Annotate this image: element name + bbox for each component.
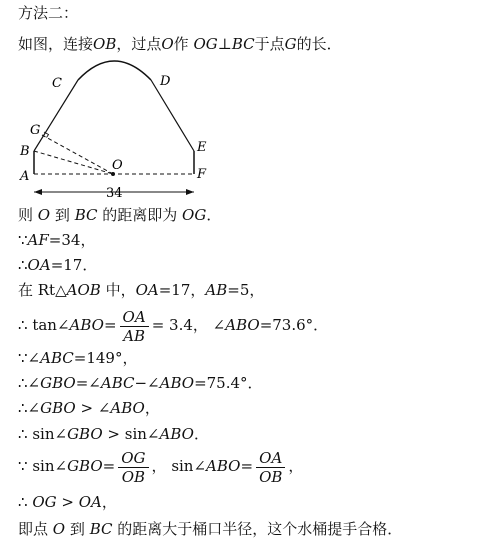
text: 于点 (254, 35, 285, 53)
text: = 3.4， (151, 316, 208, 334)
denominator: OB (259, 467, 283, 486)
text: sin∠ (32, 457, 68, 475)
therefore-symbol: ∴ (18, 399, 28, 417)
var-g: G (284, 35, 297, 53)
text: 作 (173, 35, 189, 53)
numerator: OA (256, 449, 285, 468)
therefore-symbol: ∴ (18, 425, 28, 443)
var: O (37, 206, 51, 224)
segment-og (42, 135, 113, 174)
arrowhead-right (186, 189, 194, 195)
text: ，过点 (116, 35, 162, 53)
segment-ob (34, 151, 113, 174)
var: AOB (66, 281, 101, 299)
text: = (102, 457, 116, 475)
line-7 (18, 373, 263, 393)
text: 的长． (296, 35, 342, 53)
var: ABO (159, 374, 195, 392)
line-12 (18, 519, 402, 539)
var: OG (32, 493, 57, 511)
because-symbol: ∵ (18, 457, 28, 475)
fraction (118, 449, 148, 486)
line-5 (18, 306, 328, 345)
label-o: O (112, 158, 123, 173)
var: BC (74, 206, 98, 224)
var: ABO (159, 425, 194, 443)
var: AF (27, 231, 49, 249)
var: ABO (206, 457, 241, 475)
label-g: G (30, 123, 41, 138)
text: 在 Rt△ (18, 281, 67, 299)
therefore-symbol: ∴ (18, 316, 28, 334)
text: =17． (50, 256, 98, 274)
text: ． (193, 425, 209, 443)
var-o: O (161, 35, 174, 53)
var: O (52, 520, 66, 538)
text: ， (151, 457, 167, 475)
var: GBO (67, 425, 103, 443)
text: 的距离即为 (102, 206, 178, 224)
text: ∠ (27, 374, 41, 392)
var-ob: OB (93, 35, 117, 53)
var: GBO (40, 374, 76, 392)
var: GBO (67, 457, 103, 475)
geometry-figure (14, 56, 214, 206)
var: ABO (110, 399, 145, 417)
text: 即点 (18, 520, 49, 538)
label-e: E (197, 140, 207, 155)
numerator: OG (118, 449, 148, 468)
var: OG (182, 206, 207, 224)
line-8 (18, 398, 160, 418)
label-d: D (160, 74, 171, 89)
var: ABC (100, 374, 135, 392)
denominator: AB (123, 326, 146, 345)
var: AB (205, 281, 228, 299)
denominator: OB (121, 467, 146, 486)
label-c: C (52, 76, 62, 91)
text: 则 (18, 206, 34, 224)
var: GBO (40, 399, 76, 417)
text: −∠ (134, 374, 160, 392)
therefore-symbol: ∴ (18, 493, 28, 511)
because-symbol: ∵ (18, 349, 28, 367)
var: OA (27, 256, 51, 274)
line-6 (18, 348, 137, 368)
line-3 (18, 255, 97, 275)
text: > ∠ (75, 399, 111, 417)
text: sin∠ (32, 425, 68, 443)
var: BC (89, 520, 113, 538)
because-symbol: ∵ (18, 231, 28, 249)
var-bc: BC (231, 35, 255, 53)
text: = (240, 457, 254, 475)
segment-de (151, 80, 194, 151)
text: =73.6°． (259, 316, 329, 334)
text: ， (144, 399, 160, 417)
label-b: B (20, 144, 30, 159)
text: 到 (69, 520, 85, 538)
text: =5， (227, 281, 265, 299)
label-a: A (20, 169, 30, 184)
text: ， (288, 457, 304, 475)
perp-symbol: ⊥ (217, 35, 232, 53)
var: OA (135, 281, 159, 299)
text: ∠ (212, 316, 226, 334)
var: ABO (69, 316, 104, 334)
text: 中， (105, 281, 136, 299)
line-11 (18, 492, 117, 512)
text: =∠ (75, 374, 101, 392)
var-og: OG (193, 35, 218, 53)
text: ， (101, 493, 117, 511)
numerator: OA (120, 308, 149, 327)
text: =34， (48, 231, 96, 249)
line-10 (18, 447, 303, 486)
text: tan∠ (32, 316, 70, 334)
therefore-symbol: ∴ (18, 374, 28, 392)
fraction (256, 449, 285, 486)
text: ∠ (27, 399, 41, 417)
text: > sin∠ (102, 425, 160, 443)
line-9 (18, 424, 209, 444)
var: ABO (225, 316, 260, 334)
text: 的距离大于桶口半径，这个水桶提手合格． (117, 520, 403, 538)
text: > (56, 493, 79, 511)
arrowhead-left (34, 189, 42, 195)
text: =75.4°． (194, 374, 263, 392)
var: OA (78, 493, 102, 511)
width-label: 34 (106, 186, 123, 201)
fraction (120, 308, 149, 345)
line-1 (18, 205, 221, 225)
text: 到 (54, 206, 70, 224)
text: ∠ (27, 349, 41, 367)
text: =17， (158, 281, 206, 299)
line-4 (18, 280, 264, 300)
heading: 方法二： (18, 4, 79, 22)
therefore-symbol: ∴ (18, 256, 28, 274)
text: = (103, 316, 117, 334)
text: sin∠ (171, 457, 207, 475)
text: =149°， (73, 349, 138, 367)
label-f: F (197, 167, 207, 182)
text: 如图，连接 (18, 35, 94, 53)
var: ABC (40, 349, 74, 367)
intro-line (18, 34, 342, 54)
text: ． (206, 206, 222, 224)
arc-cd (78, 61, 151, 80)
line-2 (18, 230, 95, 250)
